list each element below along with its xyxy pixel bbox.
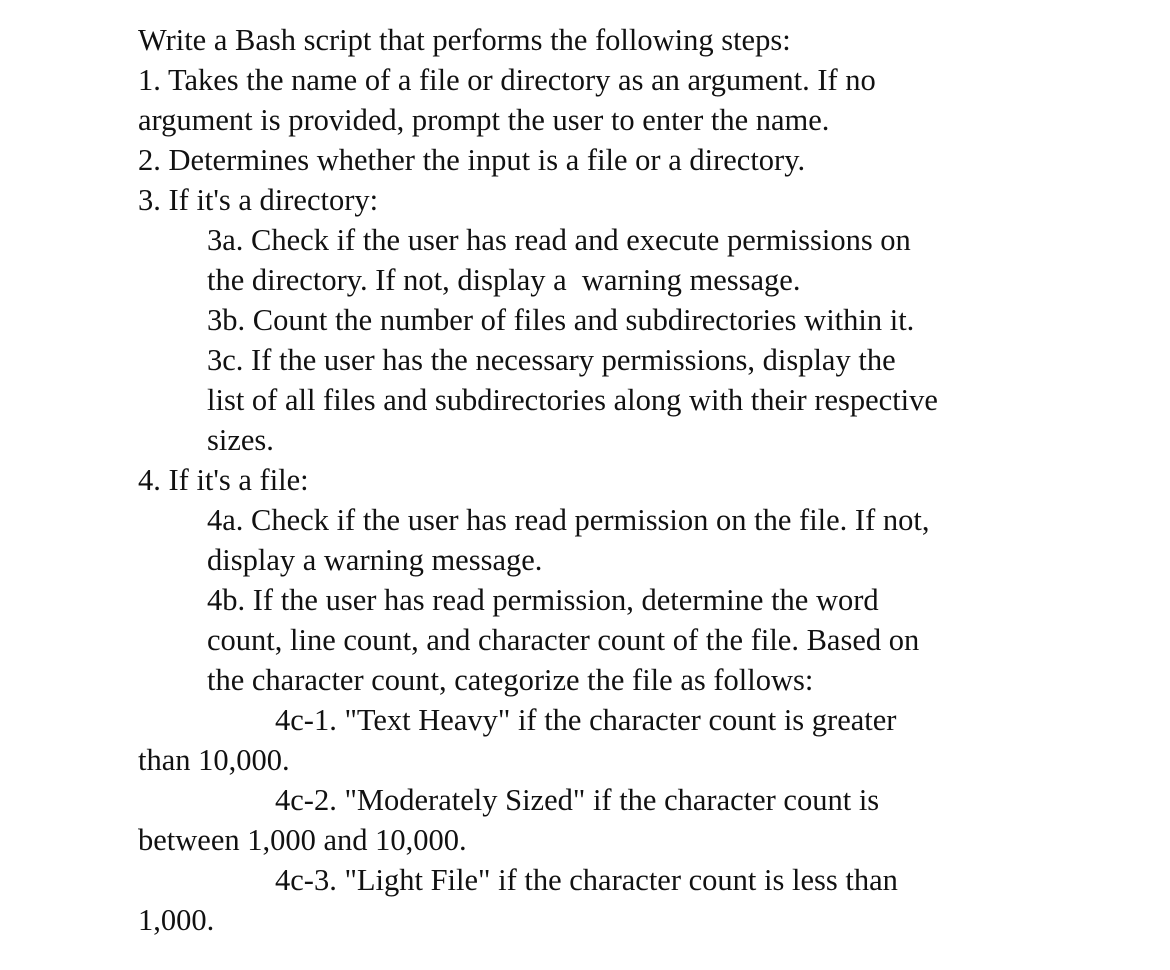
intro-line: Write a Bash script that performs the following steps:: [138, 23, 791, 57]
step-4c-3-line-1: 4c-3. "Light File" if the character count is less than: [275, 863, 898, 897]
step-4c-2-line-2: between 1,000 and 10,000.: [138, 823, 467, 857]
step-1-line-2: argument is provided, prompt the user to enter the name.: [138, 103, 830, 137]
step-4b-line-1: 4b. If the user has read permission, determine the word: [207, 583, 879, 617]
step-4b-line-2: count, line count, and character count of the file. Based on: [207, 623, 920, 657]
step-4c-1-line-1: 4c-1. "Text Heavy" if the character count is greater: [275, 703, 897, 737]
step-3a-line-1: 3a. Check if the user has read and execute permissions on: [207, 223, 911, 257]
step-3b-line: 3b. Count the number of files and subdirectories within it.: [207, 303, 915, 337]
step-3-heading: 3. If it's a directory:: [138, 183, 379, 217]
task-document: [0, 20, 1170, 940]
step-2-line: 2. Determines whether the input is a file or a directory.: [138, 143, 806, 177]
step-3c-line-1: 3c. If the user has the necessary permissions, display the: [207, 343, 896, 377]
step-4c-3-line-2: 1,000.: [138, 903, 215, 937]
step-4-heading: 4. If it's a file:: [138, 463, 309, 497]
step-4a-line-1: 4a. Check if the user has read permission on the file. If not,: [207, 503, 930, 537]
step-4a-line-2: display a warning message.: [207, 543, 543, 577]
step-3c-line-3: sizes.: [207, 423, 274, 457]
step-4c-1-line-2: than 10,000.: [138, 743, 290, 777]
step-3a-line-2: the directory. If not, display a warning message.: [207, 263, 801, 297]
step-3c-line-2: list of all files and subdirectories along with their respective: [207, 383, 938, 417]
step-4b-line-3: the character count, categorize the file as follows:: [207, 663, 814, 697]
step-4c-2-line-1: 4c-2. "Moderately Sized" if the character count is: [275, 783, 880, 817]
step-1-line-1: 1. Takes the name of a file or directory as an argument. If no: [138, 63, 876, 97]
